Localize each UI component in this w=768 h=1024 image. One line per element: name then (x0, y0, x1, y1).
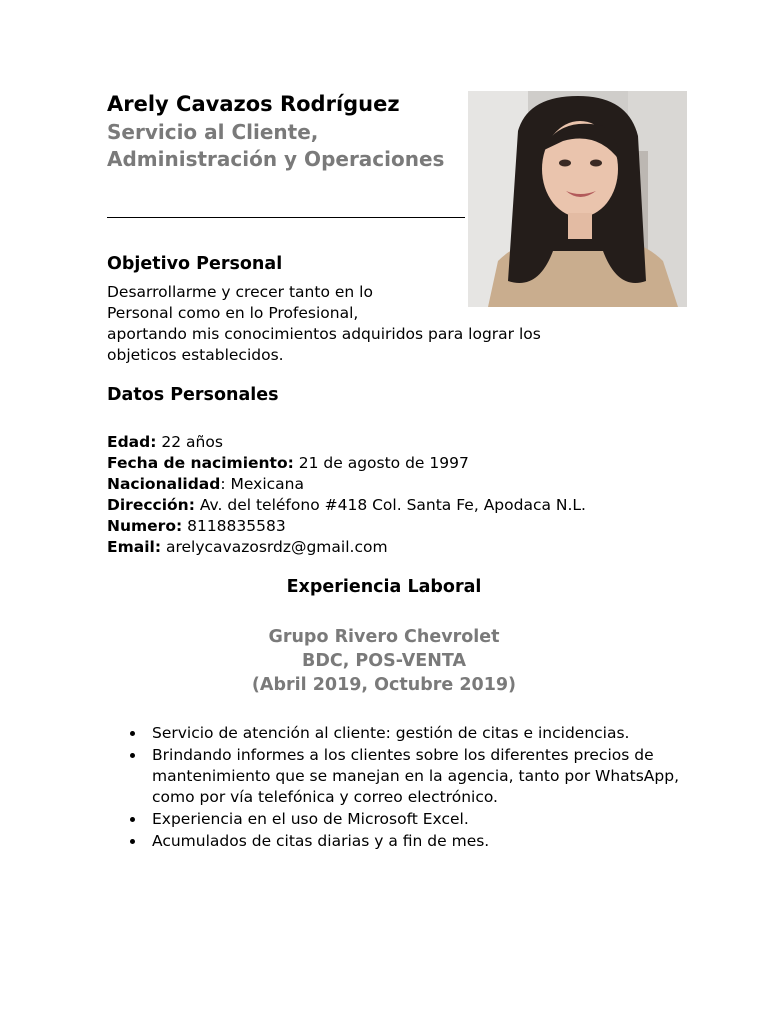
experiencia-role: BDC, POS-VENTA (301, 651, 466, 671)
experiencia-period: (Abril 2019, Octubre 2019) (251, 675, 517, 695)
portrait-photo (468, 91, 687, 307)
experiencia-company: Grupo Rivero Chevrolet (268, 627, 500, 647)
datos-value: 21 de agosto de 1997 (293, 454, 469, 472)
datos-item-numero (107, 516, 707, 537)
list-item: Brindando informes a los clientes sobre los diferentes precios de mantenimiento que se manejan en la agencia, tanto por WhatsApp, como por vía telefónica y correo electrónico. (152, 745, 712, 808)
experiencia-title: Experiencia Laboral (286, 577, 482, 597)
experiencia-bullets (108, 723, 712, 853)
datos-label: Edad: (107, 433, 157, 451)
header-divider (107, 217, 465, 218)
datos-label: Nacionalidad (107, 475, 221, 493)
objetivo-line: Desarrollarme y crecer tanto en lo (107, 283, 373, 301)
datos-label: Email: (107, 538, 162, 556)
datos-value: arelycavazosrdz@gmail.com (161, 538, 388, 556)
datos-value: 22 años (156, 433, 223, 451)
datos-value: Av. del teléfono #418 Col. Santa Fe, Apodaca N.L. (194, 496, 586, 514)
candidate-name: Arely Cavazos Rodríguez (107, 92, 400, 116)
list-item: Servicio de atención al cliente: gestión de citas e incidencias. (152, 723, 712, 744)
objetivo-line: aportando mis conocimientos adquiridos para lograr los (107, 325, 541, 343)
datos-label: Dirección: (107, 496, 195, 514)
objetivo-line: Personal como en lo Profesional, (107, 304, 359, 322)
portrait-photo-illustration (468, 91, 687, 307)
datos-title: Datos Personales (107, 385, 279, 405)
datos-item-edad (107, 432, 707, 453)
datos-label: Fecha de nacimiento: (107, 454, 294, 472)
datos-list (107, 432, 707, 558)
candidate-subtitle: Servicio al Cliente, Administración y Operaciones (107, 120, 445, 171)
datos-item-nacionalidad (107, 474, 707, 495)
datos-item-direccion (107, 495, 707, 516)
objetivo-text (107, 282, 627, 366)
datos-item-email (107, 537, 707, 558)
objetivo-line: objeticos establecidos. (107, 346, 284, 364)
list-item: Experiencia en el uso de Microsoft Excel. (152, 809, 712, 830)
datos-item-fecha (107, 453, 707, 474)
datos-value: 8118835583 (182, 517, 286, 535)
list-item: Acumulados de citas diarias y a fin de mes. (152, 831, 712, 852)
datos-value: : Mexicana (220, 475, 304, 493)
objetivo-title: Objetivo Personal (107, 254, 283, 274)
datos-label: Numero: (107, 517, 183, 535)
